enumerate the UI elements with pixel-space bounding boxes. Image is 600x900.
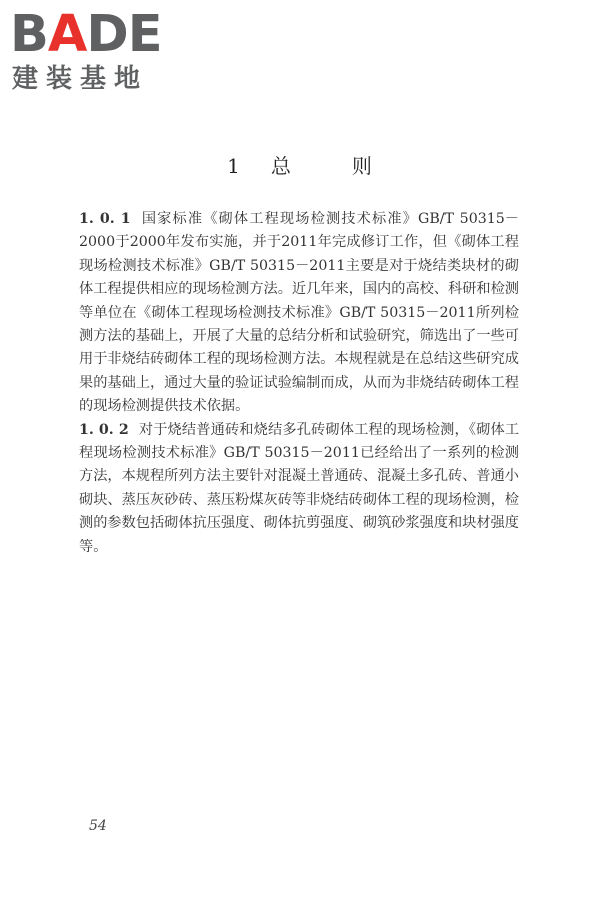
chapter-title-part1: 总 <box>270 154 292 178</box>
logo-wordmark <box>10 5 162 64</box>
clause-text: 国家标准《砌体工程现场检测技术标准》GB/T 50315－2000于2000年发布实施，并于2011年完成修订工作，但《砌体工程现场检测技术标准》GB/T 50315－2011主要是对于烧结类块材的砌体工程提供相应的现场检测方法。近几年来，国内的高校、科研和检测等单位在《砌体工程现场检测技术标准》GB/T 50315－2011所列检测方法的基础上，开展了大量的总结分析和试验研究，筛选出了一些可用于非烧结砖砌体工程的现场检测方法。本规程就是在总结这些研究成果的基础上，通过大量的验证试验编制而成，从而为非烧结砖砌体工程的现场检测提供技术依据。 <box>79 211 519 415</box>
page-number: 54 <box>89 818 107 834</box>
clause-number: 1. 0. 1 <box>79 211 131 227</box>
chapter-title <box>0 152 600 180</box>
bade-logo <box>10 5 180 94</box>
logo-letters-de: DE <box>86 5 162 64</box>
clause-text: 对于烧结普通砖和烧结多孔砖砌体工程的现场检测，《砌体工程现场检测技术标准》GB/T 50315－2011已经给出了一系列的检测方法，本规程所列方法主要针对混凝土普通砖、混凝土多孔砖、普通小砌块、蒸压灰砂砖、蒸压粉煤灰砖等非烧结砖砌体工程的现场检测，检测的参数包括砌体抗压强度、砌体抗剪强度、砌筑砂浆强度和块材强度等。 <box>79 421 520 555</box>
logo-letter-b: B <box>10 5 48 64</box>
clause-number: 1. 0. 2 <box>79 421 129 438</box>
chapter-body <box>79 208 519 559</box>
clause-1-0-1 <box>79 208 519 419</box>
clause-1-0-2 <box>79 419 519 559</box>
logo-subtitle: 建装基地 <box>12 64 149 94</box>
logo-letter-a-accent: A <box>47 5 87 64</box>
chapter-title-part2: 则 <box>351 154 373 178</box>
chapter-number: 1 <box>227 154 241 178</box>
